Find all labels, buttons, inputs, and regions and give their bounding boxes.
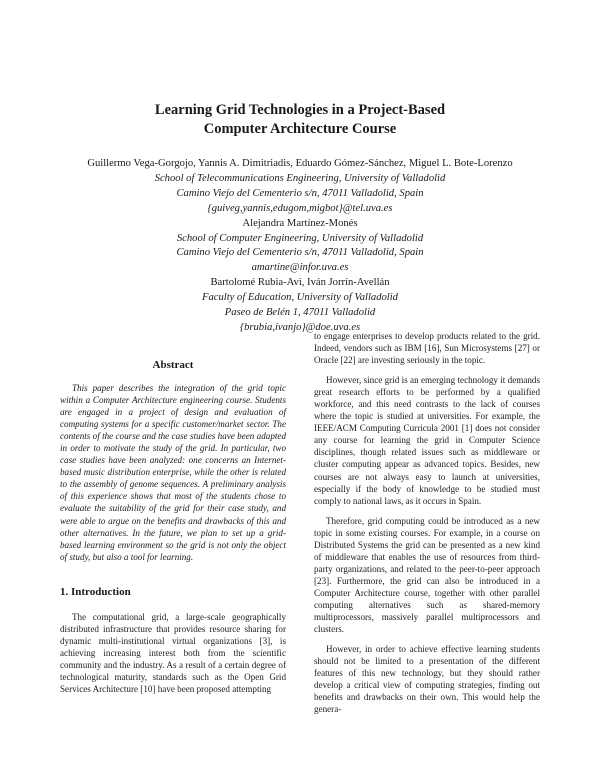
right-paragraph-2: However, since grid is an emerging technology it demands great research efforts to be performed by a qualified workforce, and this need contrasts to the lack of courses where the topic is studied at universities. For example, the IEEE/ACM Computing Curricula 2001 [1] does not consider any course for learning the grid in Computer Science disciplines, though related issues such as middleware or cluster computing appear as advanced topics. Besides, new courses are not always easy to launch at universities, especially if the body of knowledge to be studied must comply to national laws, as it occurs in Spain. <box>314 375 540 506</box>
affiliation-3: Faculty of Education, University of Valladolid <box>202 292 398 304</box>
introduction-paragraph-1: The computational grid, a large-scale geographically distributed infrastructure that provides resource sharing for dynamic multi-institutional virtual organizations [3], is achieving increasing interest both from the scientific community and the industry. As a result of a certain degree of technological maturity, standards such as the Open Grid Services Architecture [10] have been proposed attempting <box>60 611 286 694</box>
left-column <box>60 359 286 695</box>
affiliation-1: School of Telecommunications Engineering, University of Valladolid <box>154 172 446 184</box>
right-paragraph-3: Therefore, grid computing could be introduced as a new topic in some existing courses. For example, in a course on Distributed Systems the grid can be presented as a new kind of middleware that enables the use of resources from third-party organizations, and related to the peer-to-peer approach [23]. Furthermore, the grid can also be introduced in a Computer Architecture course, together with other parallel computing alternatives such as shared-memory multiprocessors, massively parallel multiprocessors and clusters. <box>314 515 540 635</box>
paper-title <box>60 101 540 139</box>
email-2: amartine@infor.uva.es <box>251 262 349 274</box>
author-names-1: Guillermo Vega-Gorgojo, Yannis A. Dimitriadis, Eduardo Gómez-Sánchez, Miguel L. Bote-Lorenzo <box>87 158 513 169</box>
address-2: Camino Viejo del Cementerio s/n, 47011 Valladolid, Spain <box>176 247 424 259</box>
author-names-2: Alejandra Martínez-Monés <box>242 217 358 229</box>
introduction-heading: 1. Introduction <box>60 585 131 598</box>
author-block <box>40 157 560 336</box>
right-column <box>314 330 540 715</box>
abstract-heading: Abstract <box>152 359 194 371</box>
right-paragraph-1: to engage enterprises to develop products related to the grid. Indeed, vendors such as IBM [16], Sun Microsystems [27] or Oracle [22] are investing seriously in the topic. <box>314 331 540 366</box>
title-line-1: Learning Grid Technologies in a Project-Based <box>154 102 446 118</box>
abstract-text: This paper describes the integration of the grid topic within a Computer Architecture engineering course. Students are engaged in a project of design and evaluation of computing systems for a specific customer/market sector. The contents of the course and the case studies have been adapted in order to motivate the study of the grid. In particular, two case studies have been analyzed: one concerns an Internet-based music distribution enterprise, while the other is related to the assembly of genome sequences. A preliminary analysis of this experience shows that most of the students chose to evaluate the suitability of the grid for their case study, and were able to argue on the benefits and drawbacks of this and other alternatives. In the future, we plan to set up a grid-based learning environment so the grid is not only the object of study, but also a tool for learning. <box>60 383 286 562</box>
email-3: {brubia,ivanjo}@doe.uva.es <box>239 321 361 333</box>
address-1: Camino Viejo del Cementerio s/n, 47011 Valladolid, Spain <box>176 187 424 199</box>
email-1: {guiveg,yannis,edugom,migbot}@tel.uva.es <box>207 202 393 214</box>
author-names-3: Bartolomé Rubia-Avi, Iván Jorrín-Avellán <box>210 277 390 289</box>
title-line-2: Computer Architecture Course <box>203 121 397 137</box>
address-3: Paseo de Belén 1, 47011 Valladolid <box>224 307 376 319</box>
affiliation-2: School of Computer Engineering, University of Valladolid <box>176 232 424 244</box>
right-paragraph-4: However, in order to achieve effective learning students should not be limited to a presentation of the different features of this new technology, but they should rather develop a critical view of computing strategies, finding out benefits and drawbacks on their own. This would help the genera- <box>314 644 540 715</box>
